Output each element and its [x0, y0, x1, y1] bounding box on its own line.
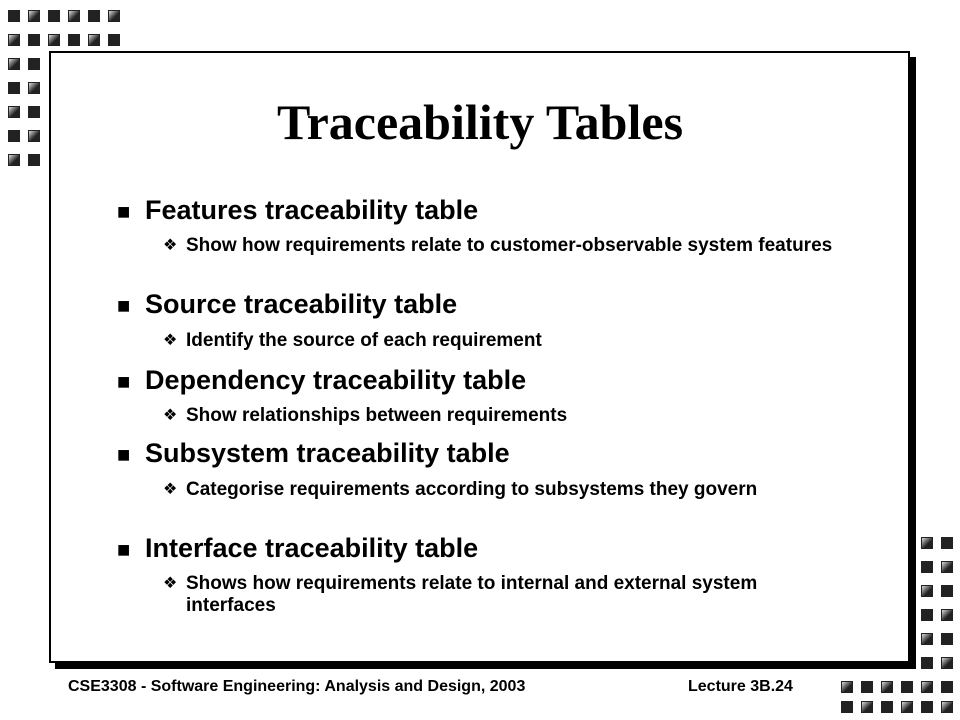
diamond-bullet-icon: ❖: [163, 481, 178, 498]
bullet-subsystem: Subsystem traceability table: [145, 438, 510, 468]
diamond-bullet-icon: ❖: [163, 407, 178, 424]
bullet-features: Features traceability table: [145, 195, 479, 225]
sub-bullet-dependency: Show relationships between requirements: [186, 405, 568, 426]
slide-title: Traceability Tables: [276, 94, 684, 150]
diamond-bullet-icon: ❖: [163, 237, 178, 254]
sub-bullet-features: Show how requirements relate to customer-observable system features: [186, 235, 833, 256]
sub-bullet-interface: Shows how requirements relate to internal and external system interfaces: [186, 573, 758, 616]
square-bullet-icon: ■: [117, 369, 131, 394]
sub-bullet-subsystem: Categorise requirements according to subsystems they govern: [186, 479, 758, 500]
footer-lecture-number: Lecture 3B.24: [688, 678, 793, 695]
sub-bullet-source: Identify the source of each requirement: [186, 330, 542, 351]
diamond-bullet-icon: ❖: [163, 332, 178, 349]
footer-course: CSE3308 - Software Engineering: Analysis and Design, 2003: [68, 678, 526, 695]
bullet-dependency: Dependency traceability table: [145, 365, 527, 395]
bullet-source: Source traceability table: [145, 289, 458, 319]
square-bullet-icon: ■: [117, 199, 131, 224]
square-bullet-icon: ■: [117, 537, 131, 562]
square-bullet-icon: ■: [117, 442, 131, 467]
square-bullet-icon: ■: [117, 293, 131, 318]
bullet-interface: Interface traceability table: [145, 533, 479, 563]
diamond-bullet-icon: ❖: [163, 575, 178, 592]
